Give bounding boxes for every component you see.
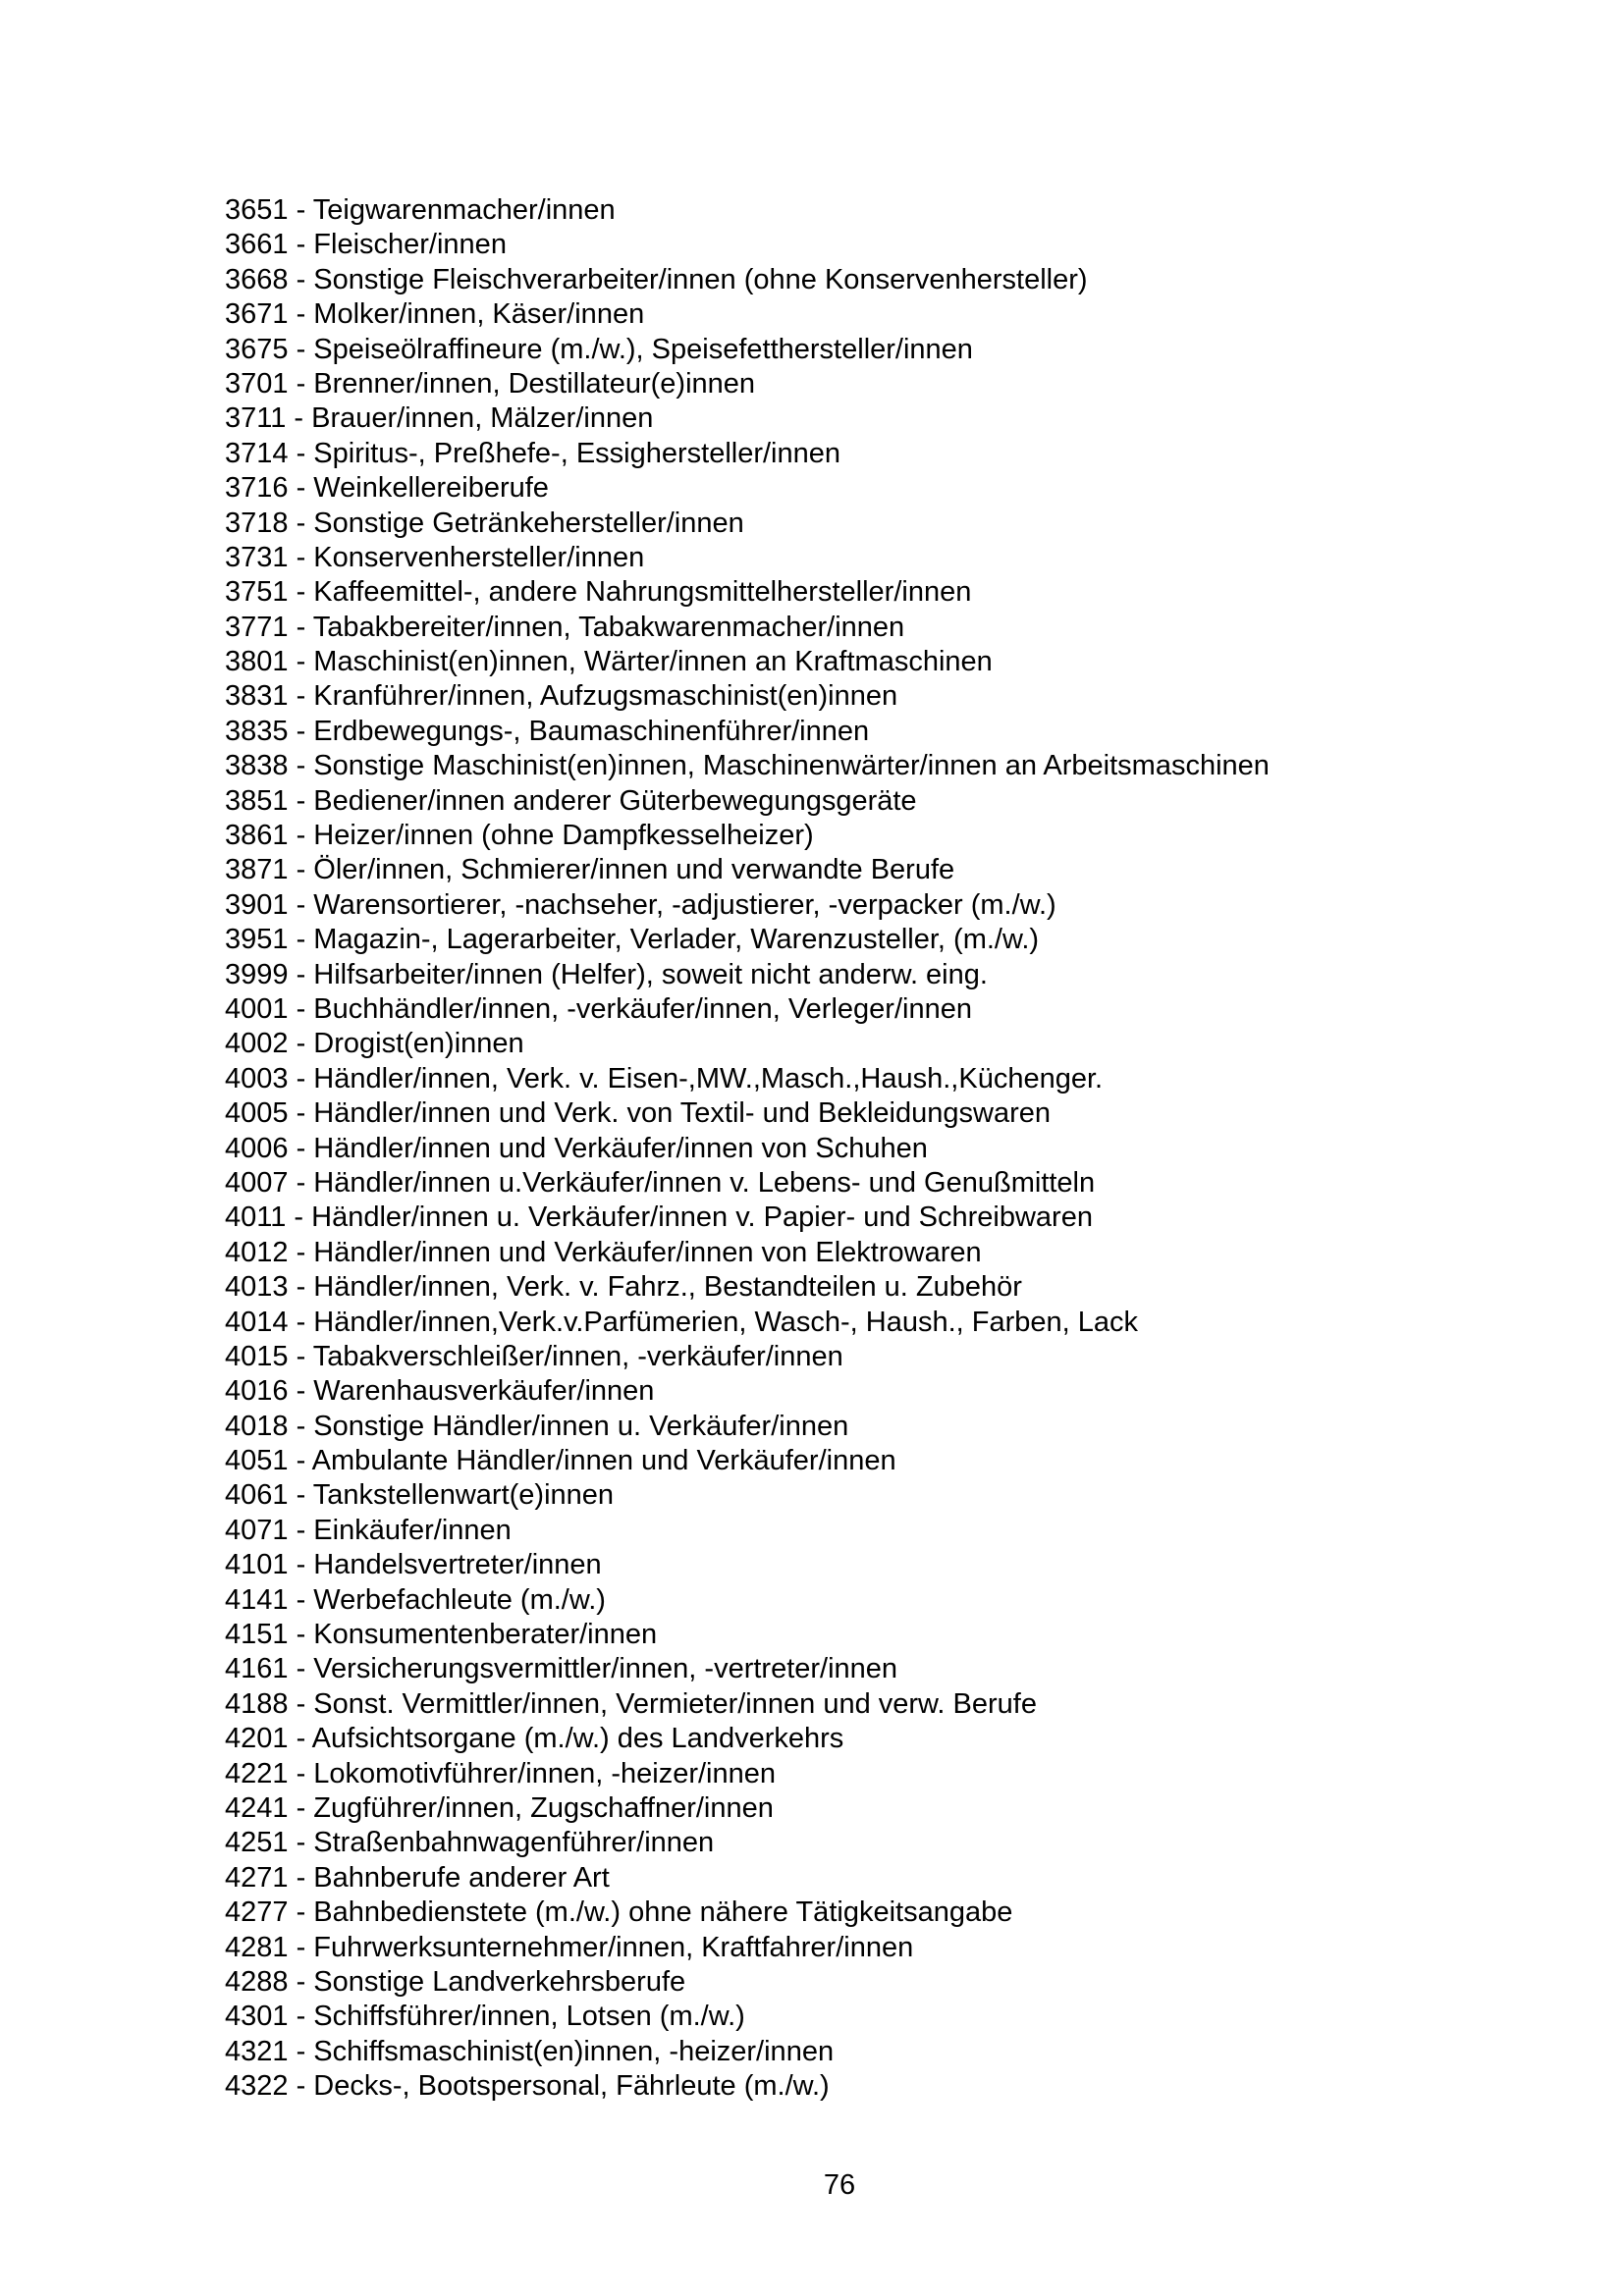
list-item: 3901 - Warensortierer, -nachseher, -adjustierer, -verpacker (m./w.) [225,888,1056,921]
list-item: 4277 - Bahnbedienstete (m./w.) ohne nähere Tätigkeitsangabe [225,1896,1013,1929]
list-item: 3835 - Erdbewegungs-, Baumaschinenführer/innen [225,715,870,747]
list-item: 3838 - Sonstige Maschinist(en)innen, Maschinenwärter/innen an Arbeitsmaschinen [225,750,1270,782]
list-item: 3714 - Spiritus-, Preßhefe-, Essighersteller/innen [225,437,841,469]
list-item: 3718 - Sonstige Getränkehersteller/innen [225,507,744,539]
list-item: 3801 - Maschinist(en)innen, Wärter/innen an Kraftmaschinen [225,646,993,678]
list-item: 4221 - Lokomotivführer/innen, -heizer/innen [225,1757,776,1789]
list-item: 4013 - Händler/innen, Verk. v. Fahrz., Bestandteilen u. Zubehör [225,1271,1022,1304]
list-item: 4003 - Händler/innen, Verk. v. Eisen-,MW.,Masch.,Haush.,Küchenger. [225,1062,1104,1095]
list-item: 3651 - Teigwarenmacher/innen [225,194,616,226]
list-item: 4006 - Händler/innen und Verkäufer/innen von Schuhen [225,1132,928,1164]
list-item: 4001 - Buchhändler/innen, -verkäufer/innen, Verleger/innen [225,992,972,1025]
list-item: 4201 - Aufsichtsorgane (m./w.) des Landverkehrs [225,1723,844,1755]
page-number: 76 [823,2169,856,2201]
list-item: 4011 - Händler/innen u. Verkäufer/innen v. Papier- und Schreibwaren [225,1201,1093,1234]
list-item: 3671 - Molker/innen, Käser/innen [225,298,645,331]
list-item: 4321 - Schiffsmaschinist(en)innen, -heizer/innen [225,2035,835,2067]
list-item: 3668 - Sonstige Fleischverarbeiter/innen (ohne Konservenhersteller) [225,263,1088,295]
list-item: 3675 - Speiseölraffineure (m./w.), Speisefetthersteller/innen [225,333,973,365]
list-item: 4271 - Bahnberufe anderer Art [225,1861,610,1894]
list-item: 4016 - Warenhausverkäufer/innen [225,1375,655,1408]
list-item: 4281 - Fuhrwerksunternehmer/innen, Kraftfahrer/innen [225,1931,914,1963]
list-item: 4015 - Tabakverschleißer/innen, -verkäufer/innen [225,1340,843,1372]
list-item: 4012 - Händler/innen und Verkäufer/innen von Elektrowaren [225,1236,982,1268]
list-item: 4251 - Straßenbahnwagenführer/innen [225,1827,715,1859]
list-item: 3999 - Hilfsarbeiter/innen (Helfer), soweit nicht anderw. eing. [225,958,988,990]
list-item: 4241 - Zugführer/innen, Zugschaffner/innen [225,1791,774,1824]
list-item: 3751 - Kaffeemittel-, andere Nahrungsmittelhersteller/innen [225,576,972,609]
list-item: 3951 - Magazin-, Lagerarbeiter, Verlader, Warenzusteller, (m./w.) [225,924,1040,956]
list-item: 4007 - Händler/innen u.Verkäufer/innen v. Lebens- und Genußmitteln [225,1166,1096,1199]
list-item: 4101 - Handelsvertreter/innen [225,1549,602,1581]
list-item: 4322 - Decks-, Bootspersonal, Fährleute (m./w.) [225,2070,830,2103]
list-item: 3716 - Weinkellereiberufe [225,472,549,505]
list-item: 4161 - Versicherungsvermittler/innen, -vertreter/innen [225,1653,898,1685]
list-item: 4018 - Sonstige Händler/innen u. Verkäufer/innen [225,1410,849,1442]
list-item: 4301 - Schiffsführer/innen, Lotsen (m./w.) [225,2001,745,2033]
list-item: 3871 - Öler/innen, Schmierer/innen und verwandte Berufe [225,854,955,886]
list-item: 4051 - Ambulante Händler/innen und Verkäufer/innen [225,1445,896,1477]
list-item: 4014 - Händler/innen,Verk.v.Parfümerien, Wasch-, Haush., Farben, Lack [225,1306,1139,1338]
list-item: 4188 - Sonst. Vermittler/innen, Vermieter/innen und verw. Berufe [225,1687,1037,1720]
list-item: 4005 - Händler/innen und Verk. von Textil- und Bekleidungswaren [225,1097,1051,1130]
occupation-code-list [225,193,1270,2104]
list-item: 3701 - Brenner/innen, Destillateur(e)innen [225,367,756,400]
list-item: 3731 - Konservenhersteller/innen [225,541,645,573]
list-item: 3831 - Kranführer/innen, Aufzugsmaschinist(en)innen [225,680,898,713]
list-item: 4151 - Konsumentenberater/innen [225,1619,658,1651]
list-item: 4061 - Tankstellenwart(e)innen [225,1479,615,1512]
list-item: 4141 - Werbefachleute (m./w.) [225,1583,606,1616]
list-item: 4002 - Drogist(en)innen [225,1028,524,1060]
list-item: 3771 - Tabakbereiter/innen, Tabakwarenmacher/innen [225,611,905,643]
list-item: 4288 - Sonstige Landverkehrsberufe [225,1965,686,1998]
list-item: 4071 - Einkäufer/innen [225,1514,512,1546]
list-item: 3661 - Fleischer/innen [225,229,507,261]
list-item: 3861 - Heizer/innen (ohne Dampfkesselheizer) [225,820,814,852]
list-item: 3711 - Brauer/innen, Mälzer/innen [225,402,654,435]
list-item: 3851 - Bediener/innen anderer Güterbewegungsgeräte [225,784,917,817]
